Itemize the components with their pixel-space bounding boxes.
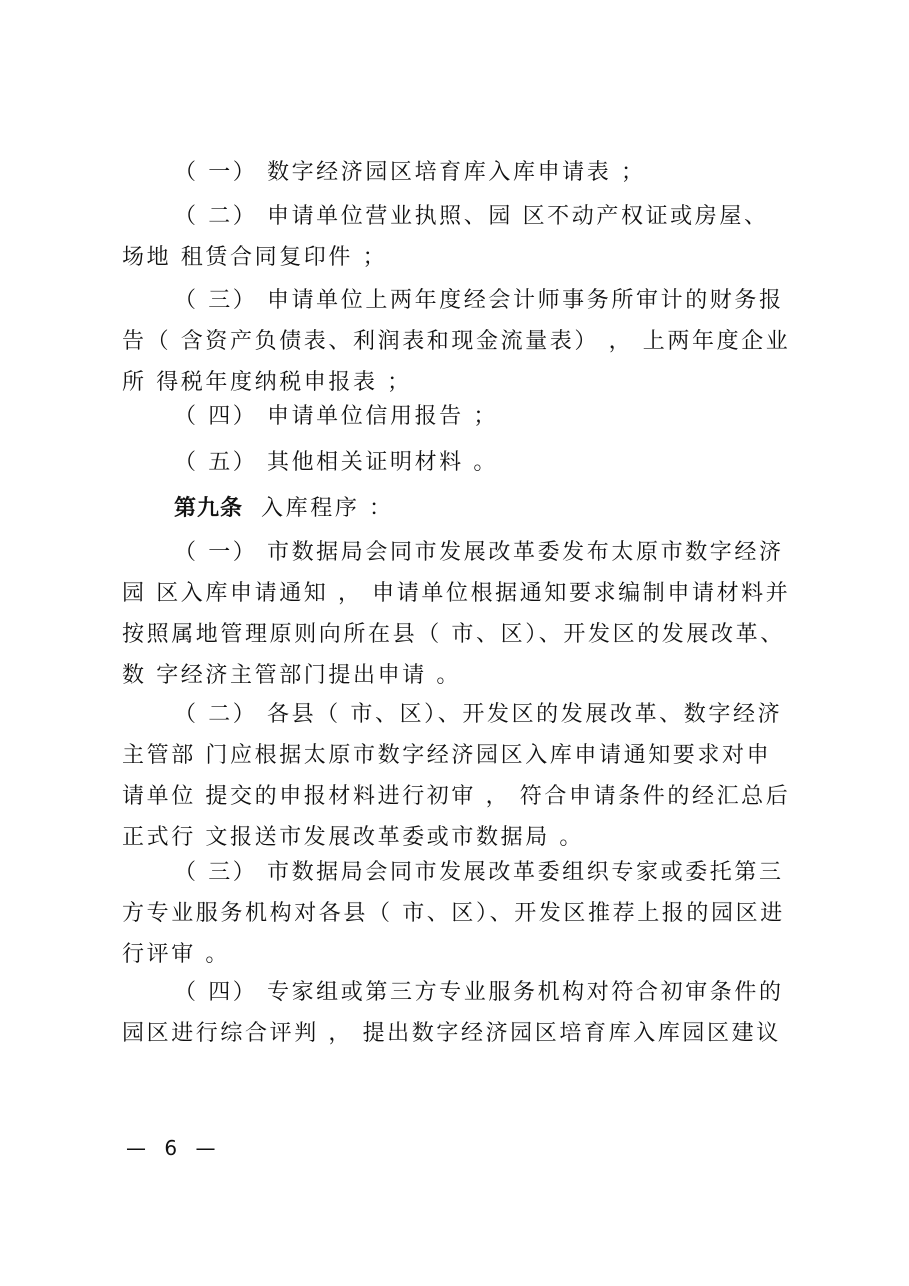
page-number: — 6 — <box>126 1136 222 1160</box>
paragraph-materials-2: （ 二） 申请单位营业执照、园 区不动产权证或房屋、场地 租赁合同复印件 ； <box>122 204 769 270</box>
paragraph-procedure-3: （ 三） 市数据局会同市发展改革委组织专家或委托第三 方专业服务机构对各县（ 市、区）、开发区推荐上报的园区进 行评审 。 <box>122 860 785 967</box>
paragraph-materials-3: （ 三） 申请单位上两年度经会计师事务所审计的财务报 告（ 含资产负债表、利润表和现金流量表） ， 上两年度企业所 得税年度纳税申报表 ； <box>122 288 791 395</box>
paragraph-procedure-1: （ 一） 市数据局会同市发展改革委发布太原市数字经济 园 区入库申请通知 ， 申请单位根据通知要求编制申请材料并 按照属地管理原则向所在县（ 市、区）、开发区的发展改革、数 字经济主管部门提出申请 。 <box>122 540 791 688</box>
paragraph-materials-4: （ 四） 申请单位信用报告 ； <box>174 404 498 429</box>
article-title: 第九条 <box>174 496 244 521</box>
paragraph-materials-5: （ 五） 其他相关证明材料 。 <box>174 450 498 475</box>
paragraph-materials-1: （ 一） 数字经济园区培育库入库申请表 ； <box>174 160 646 185</box>
paragraph-procedure-2: （ 二） 各县（ 市、区）、开发区的发展改革、数字经济主管部 门应根据太原市数字经济园区入库申请通知要求对申请单位 提交的申报材料进行初审 ， 符合申请条件的经汇总后正式行 文报送市发展改革委或市数据局 。 <box>122 702 791 850</box>
article-text: 入库程序 ： <box>261 496 394 521</box>
paragraph-procedure-4: （ 四） 专家组或第三方专业服务机构对符合初审条件的 园区进行综合评判 ， 提出数字经济园区培育库入库园区建议 <box>122 980 784 1046</box>
article-heading <box>174 488 774 529</box>
